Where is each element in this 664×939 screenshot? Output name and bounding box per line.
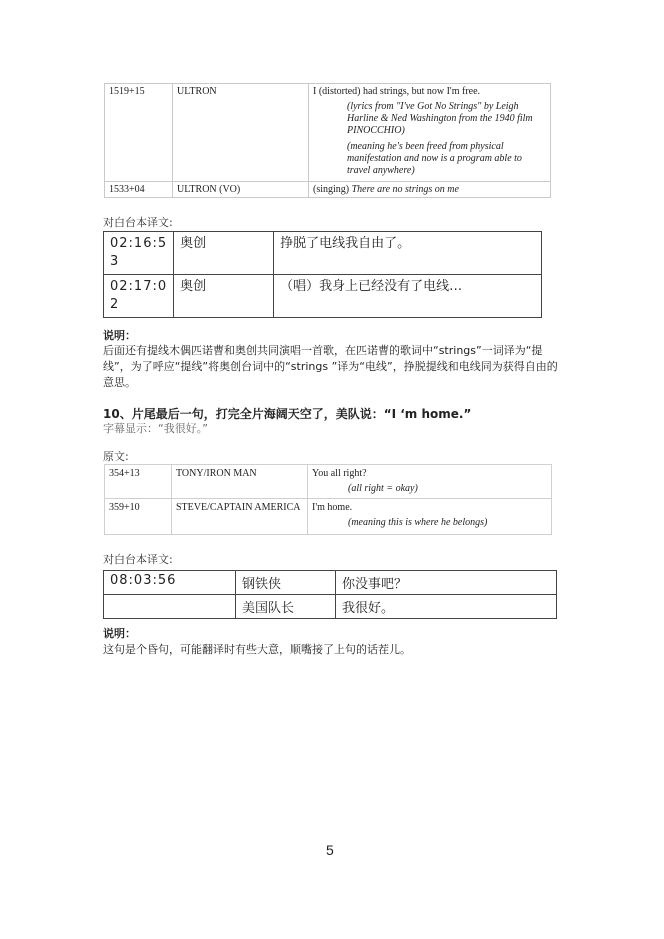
table-row bbox=[104, 275, 542, 318]
section-heading-text: 10、片尾最后一句，打完全片海阔天空了，美队说： bbox=[103, 407, 384, 421]
timecode-part: 3 bbox=[110, 254, 120, 269]
dialogue-line: I'm home. bbox=[312, 502, 353, 513]
timecode-part: 02:16:5 bbox=[110, 236, 168, 251]
dialogue-note: (lyrics from "I've Got No Strings" by Leigh Harline & Ned Washington from the 1940 film PINOCCHIO) bbox=[347, 101, 533, 136]
table-row bbox=[105, 84, 551, 182]
timecode-cell bbox=[104, 275, 174, 318]
speaker-cell: 奥创 bbox=[174, 232, 274, 275]
original-script-table-2 bbox=[104, 464, 552, 535]
table-row bbox=[105, 182, 551, 198]
note-body: 这句是个昏句，可能翻译时有些大意，顺嘴接了上句的话茬儿。 bbox=[103, 643, 411, 656]
translation-table-1 bbox=[103, 231, 542, 318]
timecode-cell: 08:03:56 bbox=[104, 571, 236, 595]
note-heading: 说明： bbox=[103, 329, 136, 342]
dialogue-cell: 你没事吧？ bbox=[336, 571, 557, 595]
dialogue-cell: （唱）我身上已经没有了电线… bbox=[274, 275, 542, 318]
dialogue-cell: 我很好。 bbox=[336, 595, 557, 619]
dialogue-note: (meaning he's been freed from physical manifestation and now is a program able to travel anywhere) bbox=[347, 141, 522, 176]
dialogue-note: (all right = okay) bbox=[348, 483, 418, 494]
timecode-part: 02:17:0 bbox=[110, 279, 168, 294]
timecode-cell: 1533+04 bbox=[105, 182, 173, 198]
timecode-cell: 359+10 bbox=[105, 499, 172, 535]
original-label: 原文: bbox=[103, 450, 129, 463]
dialogue-cell: 挣脱了电线我自由了。 bbox=[274, 232, 542, 275]
speaker-cell: STEVE/CAPTAIN AMERICA bbox=[172, 499, 308, 535]
subtitle-line: 字幕显示：“我很好。” bbox=[103, 422, 208, 435]
timecode-cell bbox=[104, 595, 236, 619]
dialogue-line: I (distorted) had strings, but now I'm free. bbox=[313, 86, 481, 97]
table-row bbox=[105, 499, 552, 535]
original-script-table-1 bbox=[104, 83, 551, 198]
dialogue-cell bbox=[308, 499, 552, 535]
timecode-cell: 1519+15 bbox=[105, 84, 173, 182]
dialogue-cell bbox=[309, 182, 551, 198]
timecode-cell bbox=[104, 232, 174, 275]
note-heading: 说明： bbox=[103, 627, 136, 640]
table-row bbox=[105, 465, 552, 499]
speaker-cell: 钢铁侠 bbox=[236, 571, 336, 595]
note-body: 后面还有提线木偶匹诺曹和奥创共同演唱一首歌，在匹诺曹的歌词中“strings”一词译为“提线”，为了呼应“提线”将奥创台词中的“strings ”译为“电线”，挣脱提线和电线同为获得自由的意思。 bbox=[103, 344, 558, 389]
speaker-cell: TONY/IRON MAN bbox=[172, 465, 308, 499]
page-number: 5 bbox=[326, 842, 334, 858]
speaker-cell: ULTRON bbox=[173, 84, 309, 182]
dialogue-cell bbox=[308, 465, 552, 499]
table-row bbox=[104, 232, 542, 275]
section-heading bbox=[103, 405, 471, 422]
dialogue-line: You all right? bbox=[312, 468, 367, 479]
speaker-cell: ULTRON (VO) bbox=[173, 182, 309, 198]
dialogue-prefix: (singing) bbox=[313, 184, 352, 195]
timecode-cell: 354+13 bbox=[105, 465, 172, 499]
dialogue-note: (meaning this is where he belongs) bbox=[348, 517, 488, 528]
translation-label: 对白台本译文: bbox=[103, 216, 173, 229]
section-heading-quote: “I ‘m home.” bbox=[383, 407, 472, 421]
translation-label: 对白台本译文: bbox=[103, 553, 173, 566]
speaker-cell: 奥创 bbox=[174, 275, 274, 318]
translation-table-2 bbox=[103, 570, 557, 619]
dialogue-cell bbox=[309, 84, 551, 182]
table-row bbox=[104, 571, 557, 595]
timecode-part: 2 bbox=[110, 297, 120, 312]
table-row bbox=[104, 595, 557, 619]
dialogue-lyric: There are no strings on me bbox=[351, 184, 459, 195]
speaker-cell: 美国队长 bbox=[236, 595, 336, 619]
